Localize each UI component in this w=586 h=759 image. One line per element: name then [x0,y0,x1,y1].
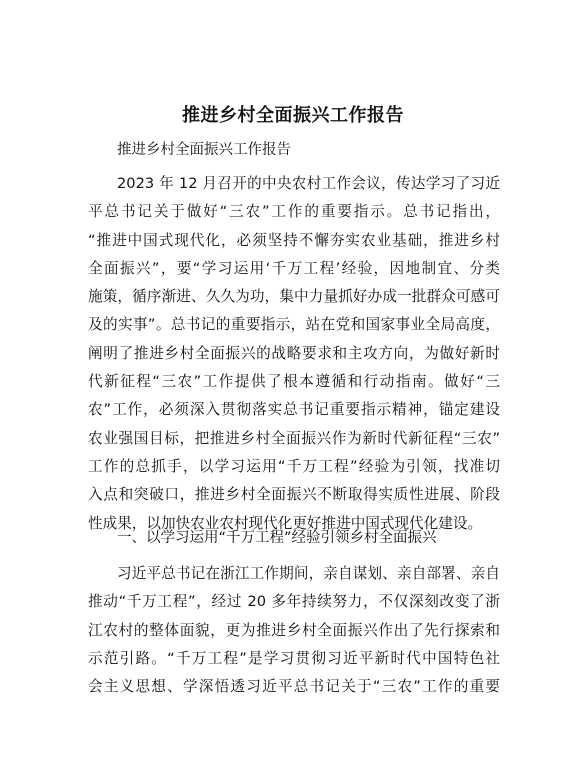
paragraph-intro [88,170,500,538]
paragraph-line: 平总书记关于做好“三农”工作的重要指示。总书记指出， [88,203,500,221]
paragraph-line: 江农村的整体面貌，更为推进乡村全面振兴作出了先行探索和 [88,621,500,639]
paragraph-line: 及的实事”。总书记的重要指示，站在党和国家事业全局高度， [88,316,500,334]
section-heading: 一、以学习运用“千万工程”经验引领乡村全面振兴 [117,530,437,546]
paragraph-line: 入点和突破口，推进乡村全面振兴不断取得实质性进展、阶段 [88,486,500,504]
document-title: 推进乡村全面振兴工作报告 [182,105,404,126]
paragraph-line: 代新征程“三农”工作提供了根本遵循和行动指南。做好“三 [88,373,500,391]
paragraph-line: 习近平总书记在浙江工作期间，亲自谋划、亲自部署、亲自 [117,565,500,582]
paragraph-line: 2023 年 12 月召开的中央农村工作会议，传达学习了习近 [117,175,500,192]
paragraph-line: “推进中国式现代化，必须坚持不懈夯实农业基础，推进乡村 [88,231,500,249]
paragraph-line: 施策，循序渐进、久久为功，集中力量抓好办成一批群众可感可 [88,288,500,306]
paragraph-line: 性成果，以加快农业农村现代化更好推进中国式现代化建设。 [88,514,483,532]
paragraph-line: 阐明了推进乡村全面振兴的战略要求和主攻方向，为做好新时 [88,344,500,362]
paragraph-line: 农”工作，必须深入贯彻落实总书记重要指示精神，锚定建设 [88,401,500,419]
paragraph-line: 农业强国目标，把推进乡村全面振兴作为新时代新征程“三农” [88,429,500,447]
paragraph-line: 工作的总抓手，以学习运用“千万工程”经验为引领，找准切 [88,457,500,475]
paragraph-line: 推动“千万工程”，经过 20 多年持续努力，不仅深刻改变了浙 [88,593,500,611]
paragraph-line: 全面振兴”，要“学习运用‘千万工程’经验，因地制宜、分类 [88,259,500,277]
paragraph-line: 示范引路。“千万工程”是学习贯彻习近平新时代中国特色社 [88,649,500,667]
document-subtitle: 推进乡村全面振兴工作报告 [117,142,291,158]
paragraph-line: 会主义思想、学深悟透习近平总书记关于“三农”工作的重要 [88,678,500,696]
paragraph-section-1 [88,560,500,701]
